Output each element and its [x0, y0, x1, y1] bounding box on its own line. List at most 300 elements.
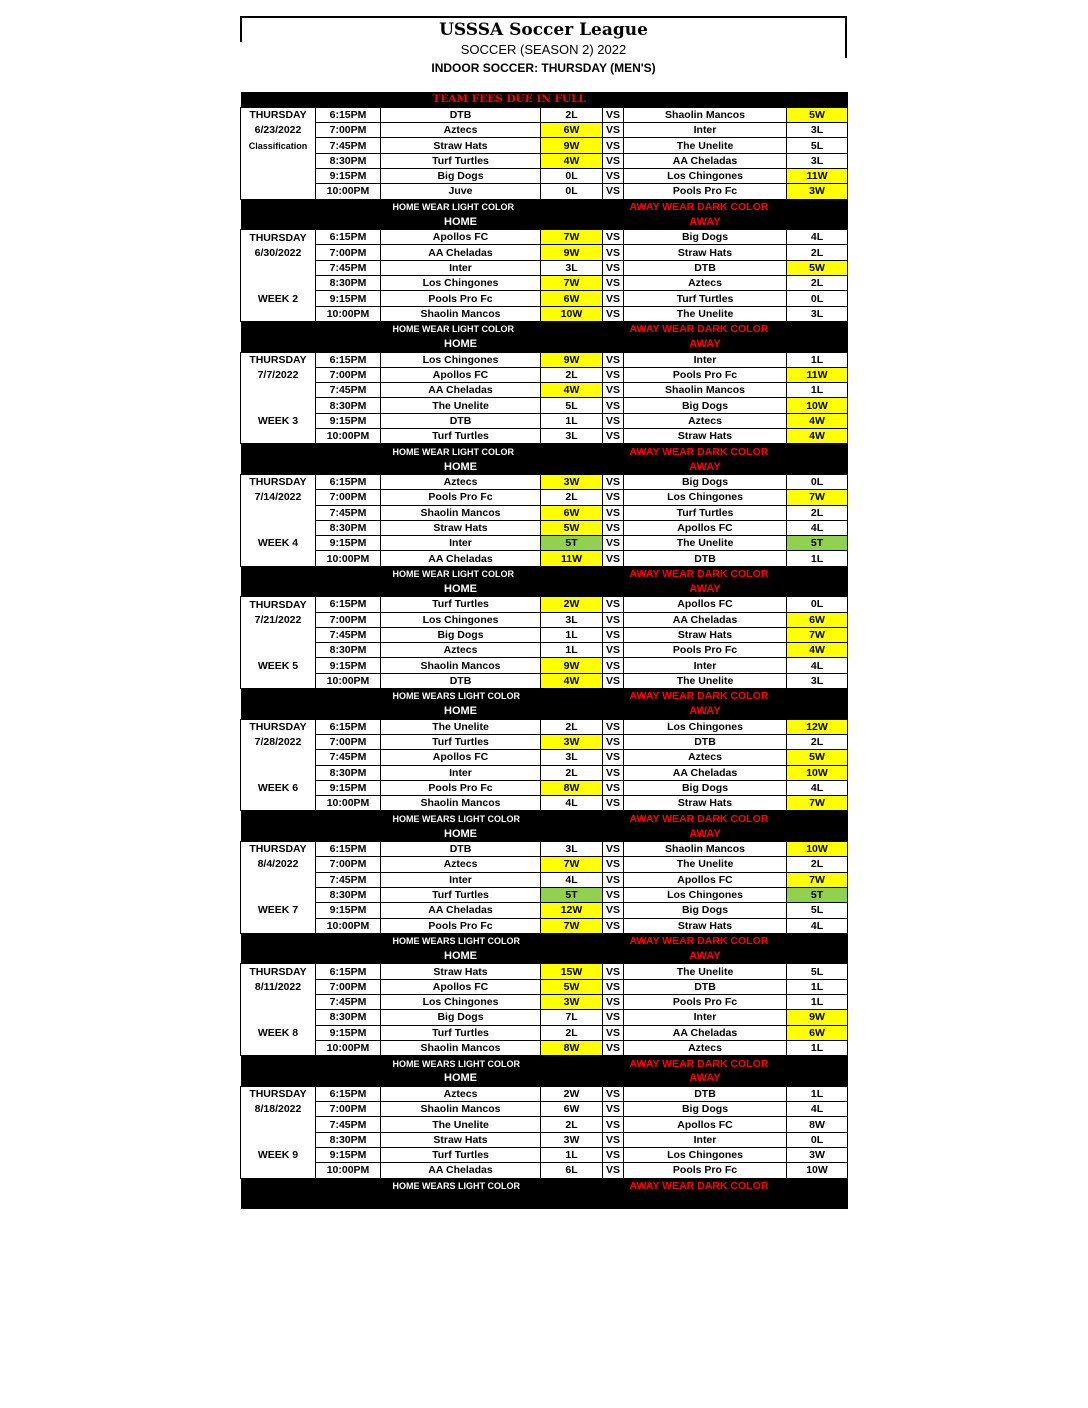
home-team: Shaolin Mancos: [381, 1040, 541, 1055]
note-spacer: [603, 1178, 624, 1193]
away-color-note: AWAY WEAR DARK COLOR: [624, 444, 848, 459]
vs-label: VS: [603, 857, 624, 872]
week-day: THURSDAY: [241, 842, 316, 857]
week-label: WEEK 6: [241, 780, 316, 795]
color-note-row: [241, 933, 848, 948]
vs-label: VS: [603, 1010, 624, 1025]
game-row: [241, 383, 848, 398]
home-team: Shaolin Mancos: [381, 796, 541, 811]
away-team: Inter: [624, 1010, 787, 1025]
week-side-cell: [241, 1163, 316, 1178]
week-side-cell: [241, 260, 316, 275]
label-spacer: [241, 582, 381, 597]
away-score: 2L: [787, 505, 848, 520]
away-team: Aztecs: [624, 413, 787, 428]
away-team: Pools Pro Fc: [624, 1163, 787, 1178]
away-team: The Unelite: [624, 857, 787, 872]
away-score: 1L: [787, 352, 848, 367]
game-time: 6:15PM: [316, 842, 381, 857]
game-row: [241, 551, 848, 566]
game-row: [241, 429, 848, 444]
away-team: Straw Hats: [624, 245, 787, 260]
week-label: WEEK 9: [241, 1147, 316, 1162]
note-spacer: [241, 566, 381, 581]
game-time: 6:15PM: [316, 107, 381, 122]
vs-label: VS: [603, 490, 624, 505]
away-label: AWAY: [624, 337, 787, 352]
game-row: [241, 123, 848, 138]
game-row: [241, 1102, 848, 1117]
vs-label: VS: [603, 306, 624, 321]
game-row: [241, 643, 848, 658]
game-time: 8:30PM: [316, 520, 381, 535]
week-side-cell: [241, 276, 316, 291]
game-row: [241, 979, 848, 994]
game-time: 7:00PM: [316, 612, 381, 627]
away-label: AWAY: [624, 1071, 787, 1086]
home-label: HOME: [381, 826, 541, 841]
home-team: Turf Turtles: [381, 1147, 541, 1162]
game-row: [241, 780, 848, 795]
away-team: AA Cheladas: [624, 765, 787, 780]
home-score: 6L: [541, 1163, 603, 1178]
away-team: Inter: [624, 1132, 787, 1147]
game-row: [241, 306, 848, 321]
vs-label: VS: [603, 551, 624, 566]
away-score: 0L: [787, 597, 848, 612]
away-team: Straw Hats: [624, 796, 787, 811]
home-team: Inter: [381, 765, 541, 780]
color-note-row: [241, 566, 848, 581]
game-row: [241, 1040, 848, 1055]
home-color-note: HOME WEARS LIGHT COLOR: [381, 1178, 603, 1193]
vs-label: VS: [603, 734, 624, 749]
home-score: 5W: [541, 979, 603, 994]
label-spacer: [241, 1071, 381, 1086]
vs-label: VS: [603, 627, 624, 642]
away-score: 1L: [787, 995, 848, 1010]
note-spacer: [603, 689, 624, 704]
game-row: [241, 750, 848, 765]
game-time: 7:00PM: [316, 123, 381, 138]
home-score: 1L: [541, 1147, 603, 1162]
game-row: [241, 627, 848, 642]
home-score: 15W: [541, 964, 603, 979]
week-day: THURSDAY: [241, 964, 316, 979]
game-time: 8:30PM: [316, 153, 381, 168]
game-time: 9:15PM: [316, 780, 381, 795]
week-side-cell: [241, 168, 316, 183]
note-spacer: [241, 933, 381, 948]
game-row: [241, 276, 848, 291]
week-side-cell: [241, 1132, 316, 1147]
week-day: THURSDAY: [241, 107, 316, 122]
away-score: 1L: [787, 979, 848, 994]
vs-label: VS: [603, 979, 624, 994]
vs-label: VS: [603, 673, 624, 688]
home-score: 3L: [541, 612, 603, 627]
game-row: [241, 245, 848, 260]
game-time: 6:15PM: [316, 230, 381, 245]
week-side-cell: [241, 398, 316, 413]
away-team: Los Chingones: [624, 887, 787, 902]
home-score: 7W: [541, 230, 603, 245]
home-score: 12W: [541, 903, 603, 918]
away-team: AA Cheladas: [624, 153, 787, 168]
game-row: [241, 658, 848, 673]
vs-label: VS: [603, 367, 624, 382]
note-spacer: [241, 1178, 381, 1193]
game-time: 6:15PM: [316, 964, 381, 979]
week-label: WEEK 3: [241, 413, 316, 428]
home-score: 7L: [541, 1010, 603, 1025]
week-side-cell: [241, 551, 316, 566]
home-team: Straw Hats: [381, 520, 541, 535]
note-spacer: [241, 1056, 381, 1071]
away-score: 5W: [787, 750, 848, 765]
game-time: 10:00PM: [316, 918, 381, 933]
color-note-row: [241, 1178, 848, 1193]
game-time: 7:45PM: [316, 995, 381, 1010]
label-spacer: [241, 459, 381, 474]
game-time: 9:15PM: [316, 658, 381, 673]
home-score: 5L: [541, 398, 603, 413]
note-spacer: [603, 199, 624, 214]
home-team: DTB: [381, 842, 541, 857]
game-time: 10:00PM: [316, 184, 381, 199]
home-score: 6W: [541, 505, 603, 520]
week-side-cell: [241, 505, 316, 520]
away-team: DTB: [624, 734, 787, 749]
home-label: [381, 1193, 541, 1208]
home-score: 7W: [541, 276, 603, 291]
color-note-row: [241, 321, 848, 336]
away-color-note: AWAY WEAR DARK COLOR: [624, 321, 848, 336]
game-row: [241, 1025, 848, 1040]
home-team: Apollos FC: [381, 230, 541, 245]
home-score: 1L: [541, 413, 603, 428]
home-away-label-row: [241, 214, 848, 229]
label-spacer: [241, 1193, 381, 1208]
label-spacer: [541, 1193, 624, 1208]
home-team: Pools Pro Fc: [381, 291, 541, 306]
away-score: 5L: [787, 964, 848, 979]
note-spacer: [603, 444, 624, 459]
away-team: Apollos FC: [624, 1117, 787, 1132]
home-score: 9W: [541, 245, 603, 260]
game-row: [241, 520, 848, 535]
away-score: 2L: [787, 245, 848, 260]
week-label: WEEK 4: [241, 536, 316, 551]
label-spacer: [241, 826, 381, 841]
game-time: 9:15PM: [316, 1147, 381, 1162]
week-day: THURSDAY: [241, 230, 316, 245]
game-row: [241, 673, 848, 688]
home-label: HOME: [381, 337, 541, 352]
home-team: Turf Turtles: [381, 153, 541, 168]
division-label: INDOOR SOCCER: THURSDAY (MEN'S): [431, 61, 656, 75]
home-team: Straw Hats: [381, 964, 541, 979]
game-time: 7:00PM: [316, 367, 381, 382]
away-team: The Unelite: [624, 673, 787, 688]
home-color-note: HOME WEAR LIGHT COLOR: [381, 321, 603, 336]
week-side-cell: [241, 643, 316, 658]
week-label: WEEK 5: [241, 658, 316, 673]
away-score: 4L: [787, 658, 848, 673]
away-team: The Unelite: [624, 306, 787, 321]
away-score: 3W: [787, 1147, 848, 1162]
week-side-cell: [241, 1117, 316, 1132]
home-color-note: HOME WEARS LIGHT COLOR: [381, 1056, 603, 1071]
vs-label: VS: [603, 1163, 624, 1178]
home-label: HOME: [381, 1071, 541, 1086]
label-spacer: [541, 949, 624, 964]
game-row: [241, 153, 848, 168]
away-team: Inter: [624, 658, 787, 673]
game-time: 6:15PM: [316, 597, 381, 612]
week-label: WEEK 2: [241, 291, 316, 306]
away-score: 1L: [787, 383, 848, 398]
away-score: 7W: [787, 796, 848, 811]
week-side-cell: [241, 153, 316, 168]
home-team: Shaolin Mancos: [381, 505, 541, 520]
vs-label: VS: [603, 245, 624, 260]
week-date: 8/4/2022: [241, 857, 316, 872]
away-score: 5L: [787, 903, 848, 918]
document-header: [240, 16, 847, 92]
home-team: Aztecs: [381, 123, 541, 138]
vs-label: VS: [603, 429, 624, 444]
game-time: 7:45PM: [316, 872, 381, 887]
away-score: 10W: [787, 398, 848, 413]
game-time: 10:00PM: [316, 673, 381, 688]
away-team: Aztecs: [624, 1040, 787, 1055]
home-score: 3W: [541, 734, 603, 749]
game-row: [241, 352, 848, 367]
away-team: Big Dogs: [624, 398, 787, 413]
vs-label: VS: [603, 995, 624, 1010]
away-label: AWAY: [624, 459, 787, 474]
home-label: HOME: [381, 582, 541, 597]
game-time: 10:00PM: [316, 1040, 381, 1055]
home-label: HOME: [381, 949, 541, 964]
label-spacer: [787, 459, 848, 474]
away-color-note: AWAY WEAR DARK COLOR: [624, 1056, 848, 1071]
away-team: Los Chingones: [624, 719, 787, 734]
away-score: 7W: [787, 490, 848, 505]
away-score: 5W: [787, 107, 848, 122]
away-score: 6W: [787, 1025, 848, 1040]
home-team: Aztecs: [381, 474, 541, 489]
week-date: 8/18/2022: [241, 1102, 316, 1117]
home-team: DTB: [381, 107, 541, 122]
home-score: 3L: [541, 260, 603, 275]
away-score: 7W: [787, 872, 848, 887]
home-team: Inter: [381, 872, 541, 887]
vs-label: VS: [603, 291, 624, 306]
away-score: 11W: [787, 367, 848, 382]
home-team: Turf Turtles: [381, 597, 541, 612]
vs-label: VS: [603, 230, 624, 245]
home-score: 3W: [541, 474, 603, 489]
home-team: The Unelite: [381, 1117, 541, 1132]
home-label: HOME: [381, 704, 541, 719]
label-spacer: [241, 214, 381, 229]
week-side-cell: [241, 765, 316, 780]
game-time: 8:30PM: [316, 276, 381, 291]
game-time: 7:00PM: [316, 734, 381, 749]
color-note-row: [241, 811, 848, 826]
home-score: 2L: [541, 1025, 603, 1040]
label-spacer: [541, 826, 624, 841]
label-spacer: [541, 459, 624, 474]
game-time: 8:30PM: [316, 765, 381, 780]
week-side-cell: [241, 520, 316, 535]
label-spacer: [787, 949, 848, 964]
league-title: USSSA Soccer League: [439, 20, 648, 40]
away-score: 3L: [787, 153, 848, 168]
home-team: DTB: [381, 673, 541, 688]
away-team: DTB: [624, 979, 787, 994]
home-color-note: HOME WEARS LIGHT COLOR: [381, 933, 603, 948]
vs-label: VS: [603, 1147, 624, 1162]
game-row: [241, 536, 848, 551]
away-score: 0L: [787, 474, 848, 489]
home-team: Shaolin Mancos: [381, 658, 541, 673]
label-spacer: [787, 582, 848, 597]
game-row: [241, 842, 848, 857]
home-away-label-row: [241, 949, 848, 964]
home-score: 4L: [541, 872, 603, 887]
game-time: 7:45PM: [316, 627, 381, 642]
game-row: [241, 1163, 848, 1178]
away-score: 4L: [787, 1102, 848, 1117]
home-away-label-row: [241, 704, 848, 719]
week-side-cell: [241, 887, 316, 902]
game-row: [241, 1117, 848, 1132]
away-team: The Unelite: [624, 964, 787, 979]
home-score: 4W: [541, 673, 603, 688]
week-side-cell: [241, 1040, 316, 1055]
away-team: Apollos FC: [624, 872, 787, 887]
game-time: 7:45PM: [316, 138, 381, 153]
game-row: [241, 413, 848, 428]
game-time: 7:45PM: [316, 260, 381, 275]
label-spacer: [787, 1193, 848, 1208]
vs-label: VS: [603, 413, 624, 428]
vs-label: VS: [603, 643, 624, 658]
away-color-note: AWAY WEAR DARK COLOR: [624, 689, 848, 704]
home-score: 2L: [541, 367, 603, 382]
label-spacer: [241, 949, 381, 964]
week-side-cell: [241, 1010, 316, 1025]
home-team: Turf Turtles: [381, 734, 541, 749]
away-score: 2L: [787, 734, 848, 749]
week-side-cell: [241, 796, 316, 811]
game-time: 7:00PM: [316, 979, 381, 994]
vs-label: VS: [603, 750, 624, 765]
home-score: 4W: [541, 153, 603, 168]
game-row: [241, 918, 848, 933]
away-score: 10W: [787, 765, 848, 780]
game-row: [241, 964, 848, 979]
home-score: 2W: [541, 1086, 603, 1101]
away-label: AWAY: [624, 582, 787, 597]
home-score: 0L: [541, 184, 603, 199]
home-team: Turf Turtles: [381, 429, 541, 444]
banner-spacer: [241, 92, 316, 107]
color-note-row: [241, 199, 848, 214]
note-spacer: [603, 566, 624, 581]
home-team: AA Cheladas: [381, 551, 541, 566]
game-time: 9:15PM: [316, 1025, 381, 1040]
home-team: Los Chingones: [381, 276, 541, 291]
away-team: DTB: [624, 551, 787, 566]
game-time: 8:30PM: [316, 887, 381, 902]
away-color-note: AWAY WEAR DARK COLOR: [624, 199, 848, 214]
label-spacer: [241, 704, 381, 719]
game-time: 9:15PM: [316, 291, 381, 306]
home-team: Apollos FC: [381, 979, 541, 994]
game-time: 6:15PM: [316, 719, 381, 734]
home-score: 2W: [541, 597, 603, 612]
home-score: 5T: [541, 536, 603, 551]
away-team: Pools Pro Fc: [624, 995, 787, 1010]
vs-label: VS: [603, 536, 624, 551]
away-score: 1L: [787, 551, 848, 566]
week-side-cell: [241, 673, 316, 688]
away-score: 5T: [787, 887, 848, 902]
home-team: Pools Pro Fc: [381, 780, 541, 795]
away-score: 4L: [787, 918, 848, 933]
label-spacer: [541, 704, 624, 719]
away-team: DTB: [624, 1086, 787, 1101]
vs-label: VS: [603, 505, 624, 520]
game-time: 7:00PM: [316, 857, 381, 872]
away-score: 1L: [787, 1040, 848, 1055]
away-team: Pools Pro Fc: [624, 184, 787, 199]
away-team: AA Cheladas: [624, 612, 787, 627]
vs-label: VS: [603, 918, 624, 933]
game-row: [241, 857, 848, 872]
away-label: [624, 1193, 787, 1208]
vs-label: VS: [603, 520, 624, 535]
home-team: Turf Turtles: [381, 1025, 541, 1040]
game-row: [241, 291, 848, 306]
home-team: AA Cheladas: [381, 1163, 541, 1178]
away-color-note: AWAY WEAR DARK COLOR: [624, 566, 848, 581]
away-score: 9W: [787, 1010, 848, 1025]
away-label: AWAY: [624, 704, 787, 719]
home-score: 4W: [541, 383, 603, 398]
week-side-cell: [241, 383, 316, 398]
vs-label: VS: [603, 474, 624, 489]
game-row: [241, 1147, 848, 1162]
note-spacer: [603, 811, 624, 826]
week-side-cell: [241, 750, 316, 765]
away-team: Inter: [624, 123, 787, 138]
away-team: Shaolin Mancos: [624, 107, 787, 122]
game-row: [241, 107, 848, 122]
home-score: 3W: [541, 995, 603, 1010]
away-score: 7W: [787, 627, 848, 642]
home-score: 6W: [541, 123, 603, 138]
home-team: Big Dogs: [381, 1010, 541, 1025]
away-score: 4L: [787, 780, 848, 795]
away-color-note: AWAY WEAR DARK COLOR: [624, 933, 848, 948]
home-team: Straw Hats: [381, 138, 541, 153]
away-team: Pools Pro Fc: [624, 367, 787, 382]
